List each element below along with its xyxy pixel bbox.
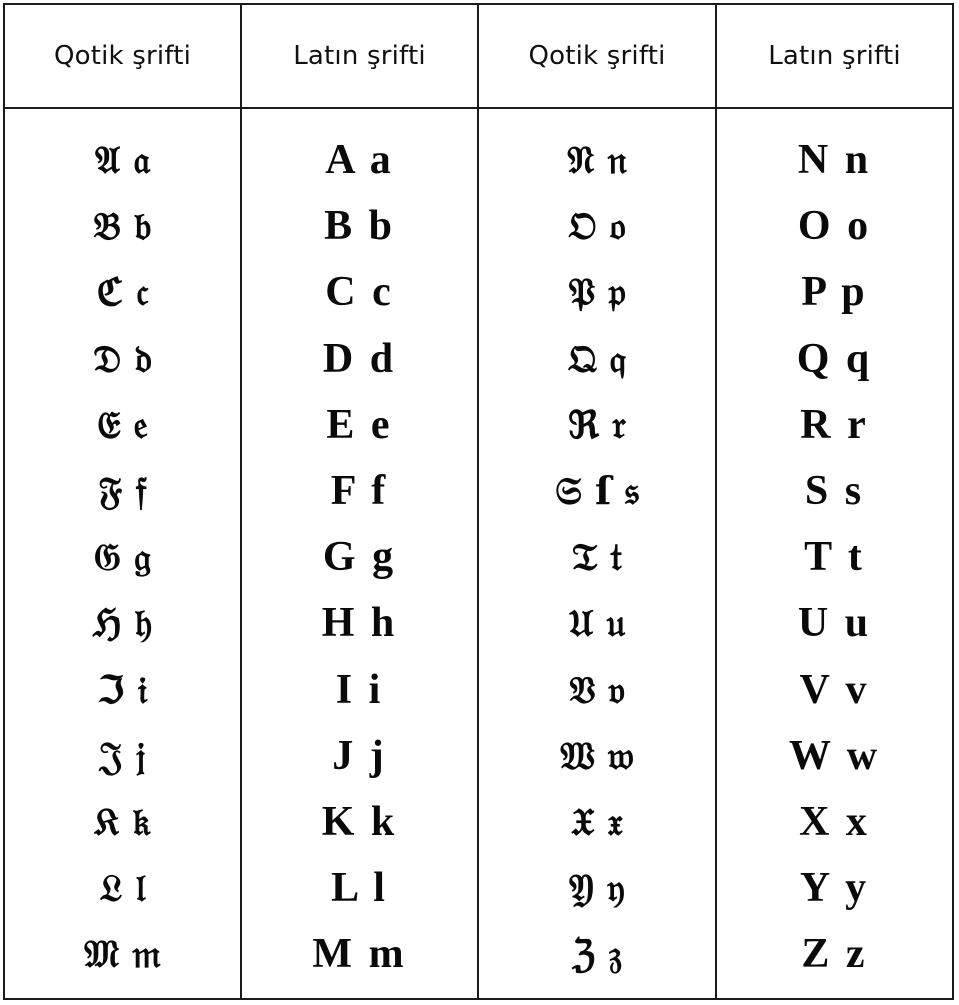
latin-letter-pair: C c — [325, 269, 394, 316]
latin-column-2 — [717, 109, 952, 998]
gothic-letter-pair: 𝔄 𝔞 — [95, 137, 150, 183]
header-latin-1: Latın şrifti — [242, 5, 479, 109]
header-gothic-2: Qotik şrifti — [479, 5, 717, 109]
latin-letter-pair: I i — [335, 666, 384, 713]
latin-letter-pair: R r — [800, 401, 869, 448]
gothic-letter-pair: 𝔑 𝔫 — [567, 137, 627, 183]
gothic-letter-pair: 𝔔 𝔮 — [568, 335, 626, 381]
latin-letter-pair: K k — [321, 798, 398, 845]
latin-letter-pair: A a — [325, 137, 394, 184]
gothic-letter-pair: ℜ 𝔯 — [568, 401, 626, 447]
latin-letter-pair: F f — [330, 468, 389, 515]
latin-letter-pair: J j — [332, 732, 387, 779]
latin-letter-pair: N n — [797, 137, 872, 184]
gothic-letter-pair: 𝔎 𝔨 — [94, 798, 151, 844]
gothic-column-2 — [479, 109, 717, 998]
latin-letter-pair: Q q — [796, 335, 873, 382]
latin-letter-pair: E e — [326, 401, 393, 448]
latin-letter-pair: B b — [324, 203, 395, 250]
latin-letter-pair: M m — [312, 931, 407, 978]
gothic-letter-pair: 𝔍 𝔧 — [99, 732, 146, 778]
gothic-letter-pair: 𝔘 𝔲 — [568, 600, 626, 646]
latin-letter-pair: L l — [331, 865, 388, 912]
latin-letter-pair: T t — [804, 534, 865, 581]
latin-letter-pair: G g — [322, 534, 397, 581]
header-gothic-1: Qotik şrifti — [5, 5, 242, 109]
gothic-letter-pair: 𝔙 𝔳 — [568, 666, 626, 712]
gothic-letter-pair: 𝔚 𝔴 — [560, 732, 634, 778]
latin-letter-pair: Z z — [801, 931, 868, 978]
gothic-letter-pair: ℭ 𝔠 — [96, 269, 149, 315]
latin-letter-pair: U u — [797, 600, 872, 647]
gothic-letter-pair: ℑ 𝔦 — [97, 666, 148, 712]
alphabet-table — [3, 3, 954, 1000]
gothic-letter-pair: 𝔏 𝔩 — [99, 865, 146, 911]
latin-letter-pair: O o — [797, 203, 872, 250]
gothic-letter-pair: 𝔓 𝔭 — [568, 269, 626, 315]
latin-letter-pair: Y y — [799, 865, 870, 912]
latin-column-1 — [242, 109, 479, 998]
gothic-letter-pair: ℨ 𝔷 — [571, 931, 623, 977]
latin-letter-pair: W w — [788, 732, 881, 779]
latin-letter-pair: V v — [799, 666, 870, 713]
latin-letter-pair: H h — [321, 600, 398, 647]
gothic-letter-pair: 𝔈 𝔢 — [97, 401, 148, 447]
latin-letter-pair: D d — [322, 335, 397, 382]
gothic-letter-pair: 𝔖 ſ 𝔰 — [555, 468, 639, 514]
gothic-letter-pair: 𝔉 𝔣 — [98, 468, 147, 514]
gothic-letter-pair: 𝔜 𝔶 — [569, 865, 625, 911]
latin-letter-pair: P p — [801, 269, 868, 316]
latin-letter-pair: X x — [799, 798, 870, 845]
latin-letter-pair: S s — [804, 468, 865, 515]
gothic-column-1 — [5, 109, 242, 998]
gothic-letter-pair: 𝔛 𝔵 — [571, 798, 623, 844]
gothic-letter-pair: ℌ 𝔥 — [92, 600, 153, 646]
gothic-letter-pair: 𝔅 𝔟 — [93, 203, 152, 249]
header-latin-2: Latın şrifti — [717, 5, 952, 109]
gothic-letter-pair: 𝔗 𝔱 — [571, 534, 623, 580]
gothic-letter-pair: 𝔊 𝔤 — [93, 534, 152, 580]
gothic-letter-pair: 𝔇 𝔡 — [93, 335, 152, 381]
gothic-letter-pair: 𝔒 𝔬 — [568, 203, 626, 249]
gothic-letter-pair: 𝔐 𝔪 — [84, 931, 161, 977]
